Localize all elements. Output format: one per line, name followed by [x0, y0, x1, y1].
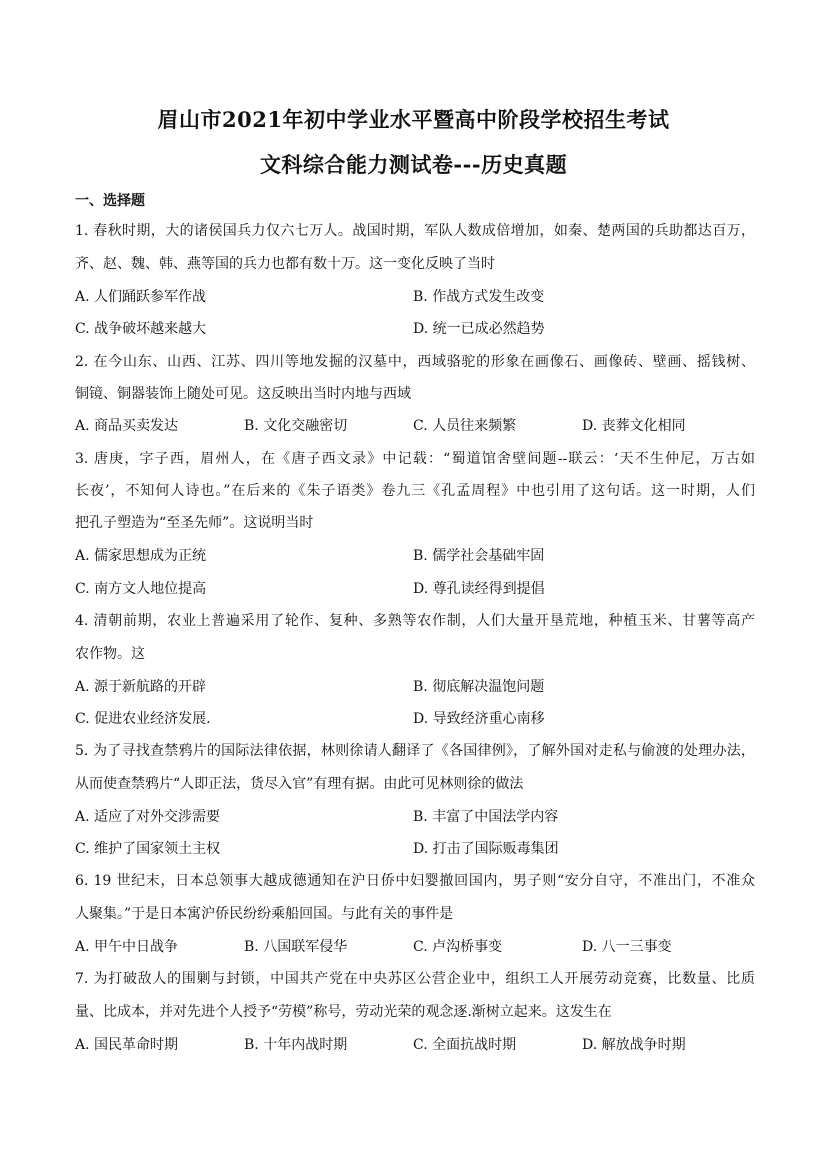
question-7-option-d: D. 解放战争时期	[582, 1037, 686, 1053]
question-3-option-c: C. 南方文人地位提高	[75, 581, 207, 597]
question-7-option-a: A. 国民革命时期	[75, 1037, 179, 1053]
question-3-option-b: B. 儒学社会基础牢固	[413, 548, 545, 564]
question-1-line-1: 1. 春秋时期，大的诸侯国兵力仅六七万人。战国时期，军队人数成倍增加，如秦、楚两国的兵助都达百万，	[75, 223, 755, 239]
question-2-option-d: D. 丧葬文化相同	[582, 418, 686, 434]
question-5-option-c: C. 维护了国家领土主权	[75, 841, 221, 857]
question-4-option-c: C. 促进农业经济发展.	[75, 711, 211, 727]
question-5-line-2: 从而使查禁鸦片“人即正法，货尽入官”有理有据。由此可见林则徐的做法	[75, 776, 524, 792]
question-4-option-a: A. 源于新航路的开辟	[75, 679, 207, 695]
question-6-option-d: D. 八一三事变	[582, 939, 672, 955]
question-6-line-2: 人聚集。”于是日本寓沪侨民纷纷乘船回国。与此有关的事件是	[75, 906, 454, 922]
question-4-line-1: 4. 清朝前期，农业上普遍采用了轮作、复种、多熟等农作制，人们大量开垦荒地，种植玉米、甘薯等高产	[75, 613, 755, 629]
question-7-option-b: B. 十年内战时期	[244, 1037, 348, 1053]
question-5-option-b: B. 丰富了中国法学内容	[413, 809, 559, 825]
question-6-option-a: A. 甲午中日战争	[75, 939, 179, 955]
exam-subtitle: 文科综合能力测试卷---历史真题	[259, 152, 568, 177]
question-6-option-b: B. 八国联军侵华	[244, 939, 348, 955]
question-2-option-b: B. 文化交融密切	[244, 418, 348, 434]
question-1-option-a: A. 人们踊跃参军作战	[75, 289, 207, 305]
question-2-option-a: A. 商品买卖发达	[75, 418, 179, 434]
question-6-line-1: 6. 19 世纪末，日本总领事大越成德通知在沪日侨中妇婴撤回国内，男子则“安分自守，不准出门，不准众	[75, 873, 755, 889]
question-3-line-3: 把孔子塑造为“至圣先师”。这说明当时	[75, 515, 314, 531]
question-3-line-2: 长夜’，不知何人诗也。”在后来的《朱子语类》卷九三《孔孟周程》中也引用了这句话。这一时期，人们	[75, 483, 755, 499]
question-3-option-d: D. 尊孔读经得到提倡	[413, 581, 545, 597]
question-6-option-c: C. 卢沟桥事变	[413, 939, 503, 955]
question-1-line-2: 齐、赵、魏、韩、燕等国的兵力也都有数十万。这一变化反映了当时	[75, 256, 495, 272]
exam-title: 眉山市2021年初中学业水平暨高中阶段学校招生考试	[157, 107, 670, 132]
question-7-line-2: 量、比成本，并对先进个人授予“劳模”称号，劳动光荣的观念逐.渐树立起来。这发生在	[75, 1004, 612, 1020]
question-1-option-d: D. 统一已成必然趋势	[413, 321, 545, 337]
question-5-option-a: A. 适应了对外交涉需要	[75, 809, 221, 825]
question-1-option-b: B. 作战方式发生改变	[413, 289, 545, 305]
question-5-option-d: D. 打击了国际贩毒集团	[413, 841, 559, 857]
question-2-line-1: 2. 在今山东、山西、江苏、四川等地发掘的汉墓中，西域骆驼的形象在画像石、画像砖、壁画、摇钱树、	[75, 354, 755, 370]
question-2-line-2: 铜镜、铜器装饰上随处可见。这反映出当时内地与西域	[75, 386, 411, 402]
section-heading: 一、选择题	[75, 193, 145, 209]
question-3-option-a: A. 儒家思想成为正统	[75, 548, 207, 564]
question-4-line-2: 农作物。这	[75, 646, 145, 662]
question-4-option-b: B. 彻底解决温饱问题	[413, 679, 545, 695]
question-3-line-1: 3. 唐庚，字子西，眉州人，在《唐子西文录》中记载：“蜀道馆舍壁间题--联云：‘天不生仲尼，万古如	[75, 451, 755, 467]
question-1-option-c: C. 战争破坏越来越大	[75, 321, 207, 337]
question-5-line-1: 5. 为了寻找查禁鸦片的国际法律依据，林则徐请人翻译了《各国律例》，了解外国对走私与偷渡的处理办法，	[75, 743, 755, 759]
question-7-line-1: 7. 为打破敌人的围剿与封锁，中国共产党在中央苏区公营企业中，组织工人开展劳动竞赛，比数量、比质	[75, 971, 755, 987]
question-4-option-d: D. 导致经济重心南移	[413, 711, 545, 727]
question-7-option-c: C. 全面抗战时期	[413, 1037, 517, 1053]
question-2-option-c: C. 人员往来频繁	[413, 418, 517, 434]
